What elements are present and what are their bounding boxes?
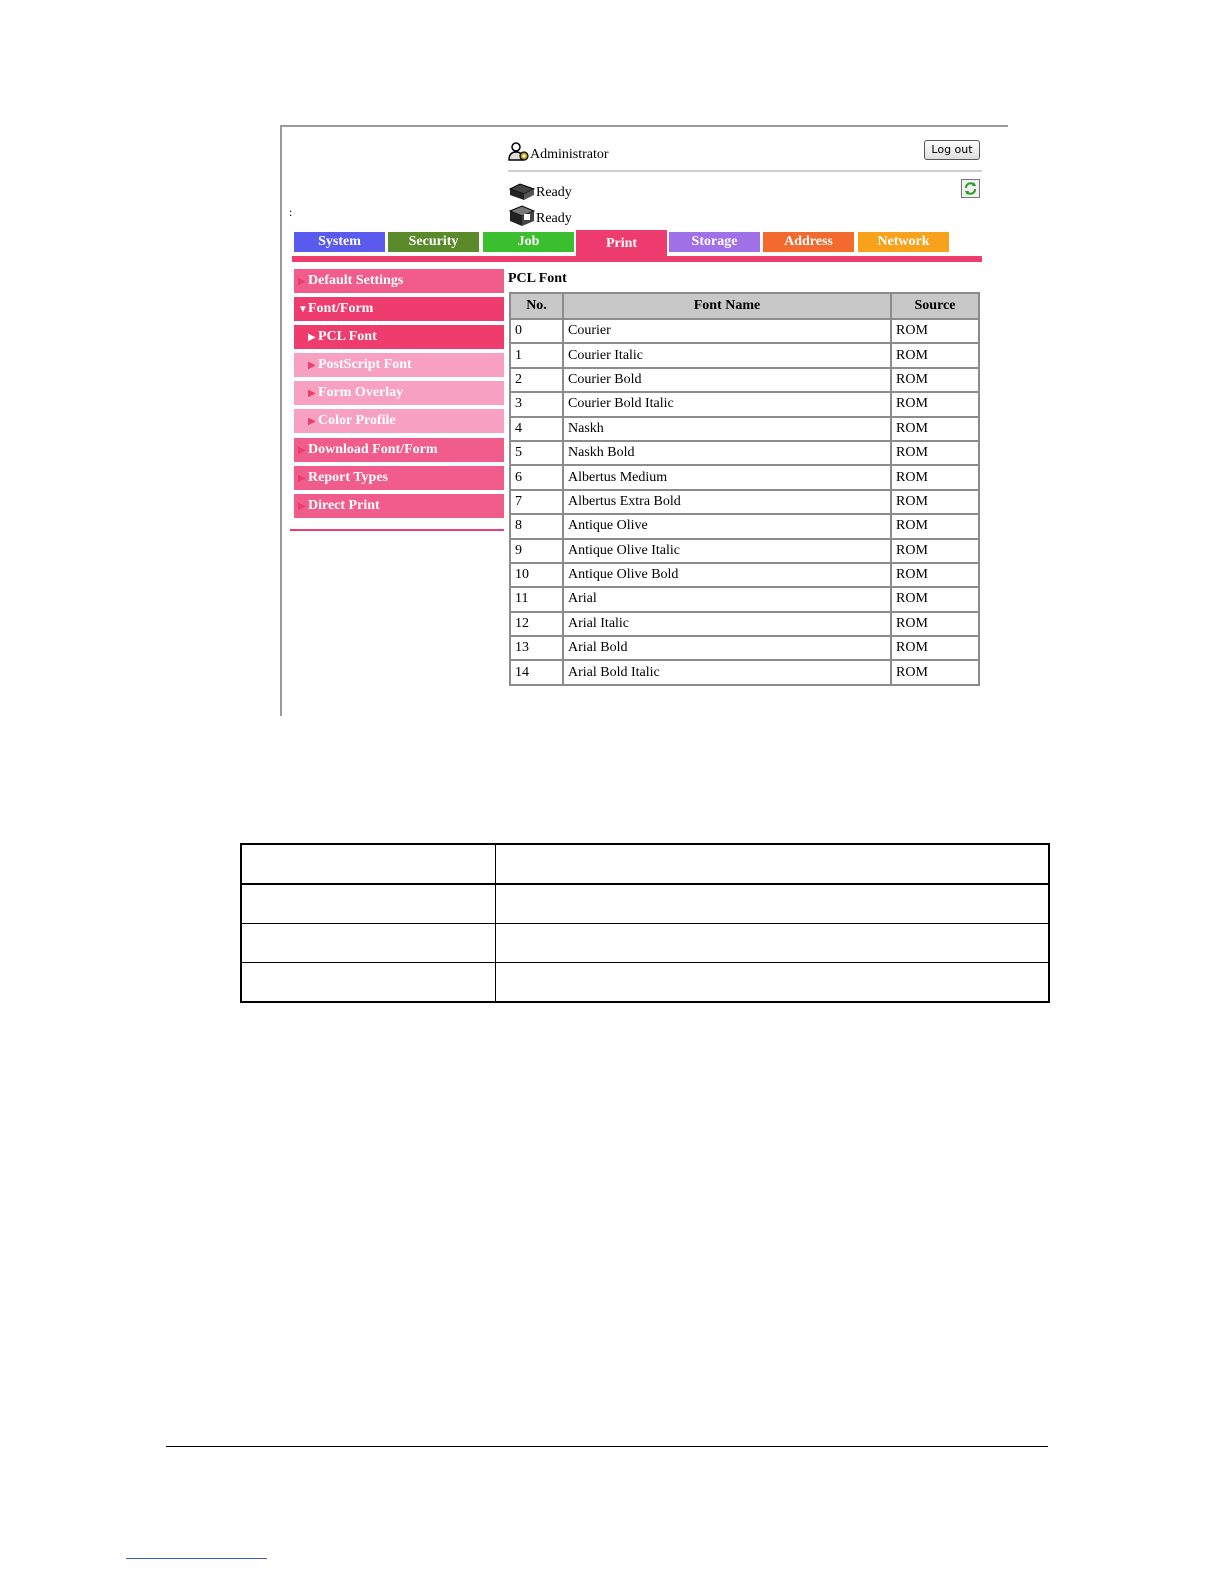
footer-link-underline[interactable] <box>126 1558 267 1559</box>
cell-no: 7 <box>510 490 563 514</box>
cell-no: 5 <box>510 441 563 465</box>
table-cell <box>495 884 1049 924</box>
cell-source: ROM <box>891 612 979 636</box>
table-row <box>510 636 979 660</box>
table-row <box>510 319 979 343</box>
table-row <box>510 612 979 636</box>
printer-icon <box>508 181 536 201</box>
table-row <box>241 844 1049 884</box>
cell-font-name: Arial Italic <box>563 612 891 636</box>
tab-address[interactable]: Address <box>763 232 854 252</box>
cell-no: 2 <box>510 368 563 392</box>
menu-label: PostScript Font <box>318 357 412 372</box>
cell-font-name: Courier Italic <box>563 343 891 367</box>
menu-label: PCL Font <box>318 329 377 344</box>
table-row <box>510 660 979 684</box>
menu-label: Report Types <box>308 470 388 485</box>
cell-source: ROM <box>891 660 979 684</box>
table-cell <box>241 963 495 1003</box>
cell-no: 10 <box>510 563 563 587</box>
tab-system[interactable]: System <box>294 232 385 252</box>
table-row <box>510 343 979 367</box>
table-row <box>510 514 979 538</box>
document-table <box>240 843 1050 1003</box>
printer-icon <box>508 205 536 227</box>
user-info <box>508 141 609 163</box>
table-cell <box>495 924 1049 963</box>
tab-network[interactable]: Network <box>858 232 949 252</box>
menu-label: Form Overlay <box>318 385 404 400</box>
cell-no: 14 <box>510 660 563 684</box>
tab-security[interactable]: Security <box>388 232 479 252</box>
tab-storage[interactable]: Storage <box>669 232 760 252</box>
cell-source: ROM <box>891 368 979 392</box>
cell-font-name: Albertus Extra Bold <box>563 490 891 514</box>
menu-direct-print[interactable] <box>294 494 504 518</box>
cell-source: ROM <box>891 465 979 489</box>
cell-font-name: Courier <box>563 319 891 343</box>
cell-font-name: Naskh <box>563 417 891 441</box>
chevron-right-icon: ▶ <box>298 501 306 512</box>
cell-no: 4 <box>510 417 563 441</box>
frame-border-left <box>280 125 282 716</box>
cell-font-name: Arial Bold Italic <box>563 660 891 684</box>
cell-source: ROM <box>891 587 979 611</box>
cell-source: ROM <box>891 514 979 538</box>
column-header-source: Source <box>891 293 979 319</box>
printer-status-text: Ready <box>536 185 572 200</box>
menu-report-types[interactable] <box>294 466 504 490</box>
tab-underline-bar <box>292 256 982 262</box>
stray-mark: : <box>289 205 293 219</box>
table-row <box>510 539 979 563</box>
cell-no: 3 <box>510 392 563 416</box>
menu-pcl-font[interactable] <box>294 325 504 349</box>
scanner-status-text: Ready <box>536 211 572 226</box>
cell-source: ROM <box>891 490 979 514</box>
cell-source: ROM <box>891 636 979 660</box>
cell-font-name: Courier Bold Italic <box>563 392 891 416</box>
printer-status <box>508 181 572 201</box>
refresh-button[interactable] <box>961 179 980 198</box>
table-row <box>510 563 979 587</box>
chevron-right-icon: ▶ <box>298 473 306 484</box>
frame-border-top <box>280 125 1008 127</box>
cell-font-name: Arial <box>563 587 891 611</box>
table-header-row <box>510 293 979 319</box>
menu-download-font-form[interactable] <box>294 438 504 462</box>
cell-source: ROM <box>891 392 979 416</box>
menu-label: Download Font/Form <box>308 442 438 457</box>
cell-source: ROM <box>891 319 979 343</box>
tab-job[interactable]: Job <box>483 232 574 252</box>
table-row <box>510 587 979 611</box>
table-row <box>510 441 979 465</box>
table-cell <box>241 924 495 963</box>
chevron-right-icon: ▶ <box>308 360 316 371</box>
cell-no: 11 <box>510 587 563 611</box>
table-row <box>241 884 1049 924</box>
cell-no: 13 <box>510 636 563 660</box>
menu-font-form[interactable] <box>294 297 504 321</box>
menu-form-overlay[interactable] <box>294 381 504 405</box>
menu-postscript-font[interactable] <box>294 353 504 377</box>
column-header-no: No. <box>510 293 563 319</box>
chevron-down-icon: ▼ <box>298 304 308 315</box>
table-cell <box>241 884 495 924</box>
cell-no: 12 <box>510 612 563 636</box>
chevron-right-icon: ▶ <box>308 332 316 343</box>
cell-font-name: Courier Bold <box>563 368 891 392</box>
table-row <box>510 417 979 441</box>
menu-label: Direct Print <box>308 498 380 513</box>
chevron-right-icon: ▶ <box>308 416 316 427</box>
scanner-status <box>508 205 572 227</box>
cell-no: 0 <box>510 319 563 343</box>
table-row <box>241 924 1049 963</box>
cell-font-name: Naskh Bold <box>563 441 891 465</box>
admin-user-icon <box>508 141 530 163</box>
column-header-font-name: Font Name <box>563 293 891 319</box>
cell-source: ROM <box>891 417 979 441</box>
cell-font-name: Antique Olive <box>563 514 891 538</box>
menu-label: Font/Form <box>308 301 374 316</box>
table-cell <box>241 844 495 884</box>
chevron-right-icon: ▶ <box>298 276 306 287</box>
font-table <box>509 292 980 686</box>
cell-source: ROM <box>891 441 979 465</box>
menu-default-settings[interactable] <box>294 269 504 293</box>
table-row <box>510 392 979 416</box>
tab-print[interactable]: Print <box>576 230 667 256</box>
logout-button[interactable]: Log out <box>924 140 980 160</box>
cell-no: 9 <box>510 539 563 563</box>
table-row <box>241 963 1049 1003</box>
header-divider <box>508 170 982 172</box>
cell-font-name: Antique Olive Bold <box>563 563 891 587</box>
cell-font-name: Arial Bold <box>563 636 891 660</box>
cell-source: ROM <box>891 343 979 367</box>
user-label: Administrator <box>530 147 609 162</box>
table-row <box>510 465 979 489</box>
table-row <box>510 490 979 514</box>
cell-font-name: Antique Olive Italic <box>563 539 891 563</box>
table-cell <box>495 844 1049 884</box>
footer-divider <box>166 1446 1048 1447</box>
refresh-icon <box>962 180 979 197</box>
cell-source: ROM <box>891 539 979 563</box>
cell-no: 1 <box>510 343 563 367</box>
menu-label: Default Settings <box>308 273 404 288</box>
cell-source: ROM <box>891 563 979 587</box>
screenshot <box>280 125 1008 716</box>
chevron-right-icon: ▶ <box>308 388 316 399</box>
page-title: PCL Font <box>508 271 567 286</box>
cell-font-name: Albertus Medium <box>563 465 891 489</box>
cell-no: 8 <box>510 514 563 538</box>
cell-no: 6 <box>510 465 563 489</box>
menu-label: Color Profile <box>318 413 396 428</box>
table-cell <box>495 963 1049 1003</box>
menu-bottom-rule <box>290 529 504 531</box>
chevron-right-icon: ▶ <box>298 445 306 456</box>
table-row <box>510 368 979 392</box>
menu-color-profile[interactable] <box>294 409 504 433</box>
